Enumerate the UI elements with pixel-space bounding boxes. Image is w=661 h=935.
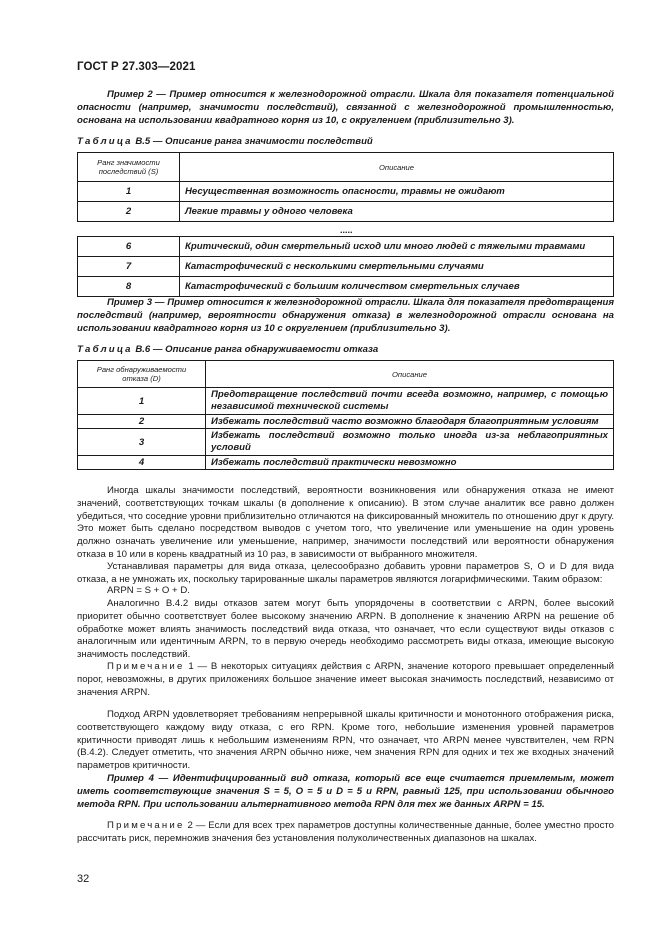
table-gap-ellipsis: .....: [340, 225, 353, 235]
table-row: [78, 277, 614, 297]
table-row: [78, 202, 614, 222]
body-paragraph-4: Подход ARPN удовлетворяет требованиям непрерывной шкалы критичности и монотонного отображения риска, соответствующего каждому виду отказа, с его RPN. Кроме того, небольшие изменения уровней параметров критичности приводят лишь к небольшим изменениям RPN, что означает, что ARPN менее чувствителен, чем RPN (B.4.2). Следует отметить, что значения ARPN обычно ниже, чем значения RPN для одних и тех же входных значений параметров критичности.: [77, 709, 614, 772]
table-row: [78, 456, 614, 470]
table-b6-caption: [77, 344, 378, 355]
example-3-text: Пример 3 — Пример относится к железнодорожной отрасли. Шкала для показателя предотвращения последствий (например, вероятности обнаружения отказа) в железнодорожной отрасли основана на использовании квадратного корня из 10 с округлением (приблизительно 3).: [77, 297, 614, 334]
column-header-description: Описание: [180, 153, 614, 182]
note-1-label: Примечание: [107, 661, 185, 672]
description-cell: Катастрофический с большим количеством смертельных случаев: [180, 277, 614, 297]
description-cell: Избежать последствий возможно только иногда из-за неблагоприятных условий: [206, 429, 614, 456]
table-b6-caption-label: Таблица: [77, 344, 133, 355]
rank-cell: 1: [78, 182, 180, 202]
table-b5-caption-rest: В.5 — Описание ранга значимости последствий: [132, 136, 373, 147]
rank-cell: 1: [78, 388, 206, 415]
description-cell: Легкие травмы у одного человека: [180, 202, 614, 222]
table-row: [78, 429, 614, 456]
description-cell: Критический, один смертельный исход или много людей с тяжелыми травмами: [180, 237, 614, 257]
rank-cell: 2: [78, 202, 180, 222]
table-b5-top: [77, 152, 614, 222]
rank-cell: 2: [78, 415, 206, 429]
table-b5-caption: [77, 136, 373, 147]
example-4-text: Пример 4 — Идентифицированный вид отказа, который все еще считается приемлемым, может иметь соответствующие значения S = 5, O = 5 и D = 5 и RPN, равный 125, при использовании обычного метода RPN. При использовании альтернативного метода RPN для тех же данных ARPN = 15.: [77, 773, 614, 810]
table-header-row: [78, 361, 614, 388]
rank-cell: 8: [78, 277, 180, 297]
body-paragraph-2: Устанавливая параметры для вида отказа, целесообразно добавить уровни параметров S, O и D для вида отказа, а не умножать их, поскольку тарированные шкалы параметров являются логарифмическими. Таким образом:: [77, 561, 614, 585]
table-row: [78, 237, 614, 257]
column-header-rank: Ранг обнаруживаемости отказа (D): [78, 361, 206, 388]
table-row: [78, 388, 614, 415]
description-cell: Предотвращение последствий почти всегда возможно, например, с помощью независимой технической системы: [206, 388, 614, 415]
note-1-text: 1 — В некоторых ситуациях действия с ARPN, значение которого превышает определенный порог, невозможны, в других приложениях большое значение имеет высокая значимость последствий, независимо от значения ARPN.: [77, 661, 614, 698]
rank-cell: 3: [78, 429, 206, 456]
table-b6-caption-rest: В.6 — Описание ранга обнаруживаемости отказа: [132, 344, 379, 355]
table-b6: [77, 360, 614, 470]
rank-cell: 4: [78, 456, 206, 470]
note-2-label: Примечание: [107, 820, 185, 831]
table-row: [78, 182, 614, 202]
table-row: [78, 257, 614, 277]
description-cell: Несущественная возможность опасности, травмы не ожидают: [180, 182, 614, 202]
description-cell: Катастрофический с несколькими смертельными случаями: [180, 257, 614, 277]
column-header-rank: Ранг значимости последствий (S): [78, 153, 180, 182]
body-paragraph-1: Иногда шкалы значимости последствий, вероятности возникновения или обнаружения отказа не имеют значений, соответствующих точкам шкалы (в дополнение к описанию). В этом случае аналитик все равно должен убедиться, что соседние уровни приблизительно отличаются на фиксированный множитель по отношению друг к другу. Это может быть сделано посредством выводов с учетом того, что увеличение или уменьшение на один уровень должно означать увеличение или уменьшение, например, значимости последствий или вероятности обнаружения отказа в 10 или в корень квадратный из 10 раз, в зависимости от выбранного множителя.: [77, 485, 614, 560]
description-cell: Избежать последствий практически невозможно: [206, 456, 614, 470]
page-number: 32: [77, 873, 90, 885]
column-header-description: Описание: [206, 361, 614, 388]
rank-cell: 6: [78, 237, 180, 257]
note-2: [77, 820, 614, 846]
note-1: [77, 661, 614, 699]
description-cell: Избежать последствий часто возможно благодаря благоприятным условиям: [206, 415, 614, 429]
note-2-text: 2 — Если для всех трех параметров доступны количественные данные, более уместно просто рассчитать риск, перемножив значения без установления полуколичественных диапазонов на шкалах.: [77, 820, 614, 844]
body-paragraph-3: Аналогично B.4.2 виды отказов затем могут быть упорядочены в соответствии с ARPN, более высокий приоритет обычно соответствует более высокому значению ARPN. В дополнение к значению ARPN на решение об обработке может влиять значимость последствий вида отказа, что означает, что если существуют виды отказов с аналогичным или идентичным ARPN, то в первую очередь необходимо рассмотреть виды отказа, имеющие высокую значимость последствий.: [77, 598, 614, 661]
document-code: ГОСТ Р 27.303—2021: [77, 61, 196, 73]
arpn-formula: ARPN = S + O + D.: [107, 585, 190, 596]
example-2-text: Пример 2 — Пример относится к железнодорожной отрасли. Шкала для показателя потенциальной опасности (например, значимости последствий), связанной с железнодорожной промышленностью, основана на использовании квадратного корня из 10, с округлением (приблизительно 3).: [77, 89, 614, 126]
table-header-row: [78, 153, 614, 182]
rank-cell: 7: [78, 257, 180, 277]
table-row: [78, 415, 614, 429]
table-b5-caption-label: Таблица: [77, 136, 133, 147]
table-b5-bottom: [77, 236, 614, 297]
